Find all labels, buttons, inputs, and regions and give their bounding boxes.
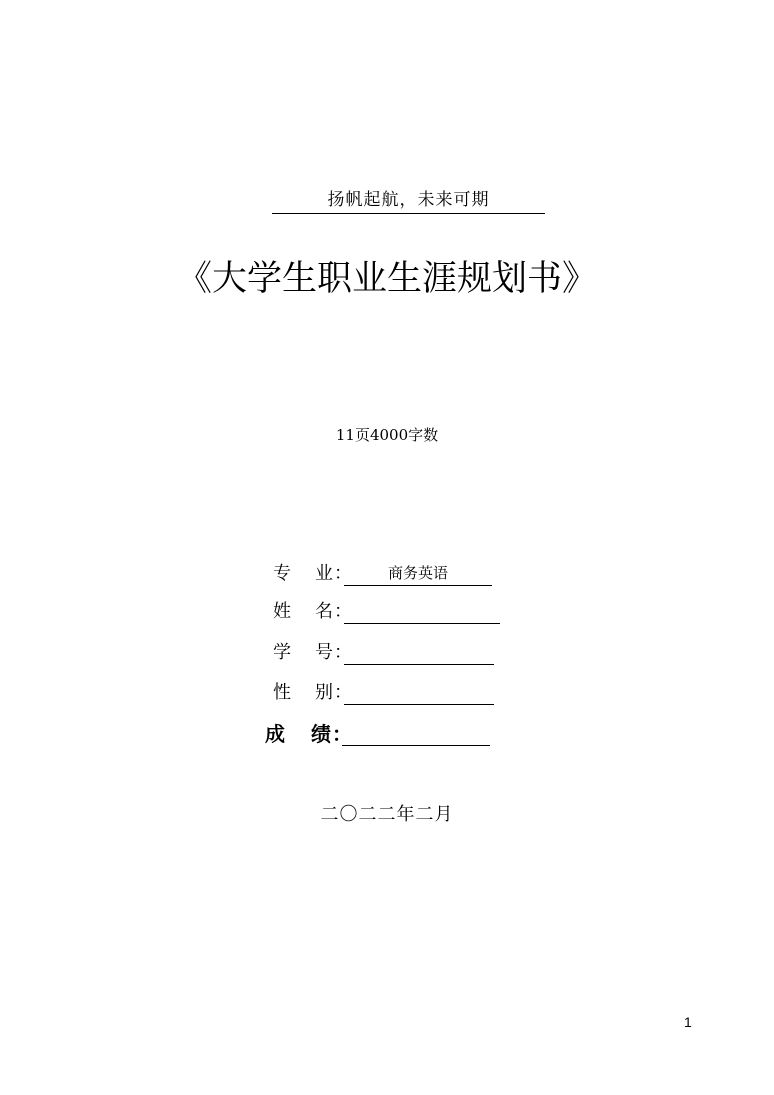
field-value-student-id[interactable] [344,642,494,665]
page-count-note: 11页4000字数 [335,426,439,444]
field-label-grade: 成 绩 ： [265,722,352,746]
cover-slogan: 扬帆起航，未来可期 [272,189,545,214]
page-number: 1 [684,1014,692,1030]
field-row-gender [272,679,494,705]
field-row-major [272,560,492,586]
field-value-major[interactable]: 商务英语 [344,563,492,586]
field-label-gender: 性 别 ： [273,682,352,703]
field-row-grade [264,720,490,746]
field-label-name: 姓 名 ： [273,601,352,622]
field-row-student-id [272,639,494,665]
field-value-grade[interactable] [342,723,490,746]
field-label-major: 专 业 ： [273,563,352,584]
field-value-gender[interactable] [344,682,494,705]
document-title: 《大学生职业生涯规划书》 [176,259,597,299]
field-row-name [272,598,500,624]
field-value-name[interactable] [344,601,500,624]
field-label-student-id: 学 号 ： [273,642,352,663]
cover-date: 二〇二二年二月 [320,804,454,825]
